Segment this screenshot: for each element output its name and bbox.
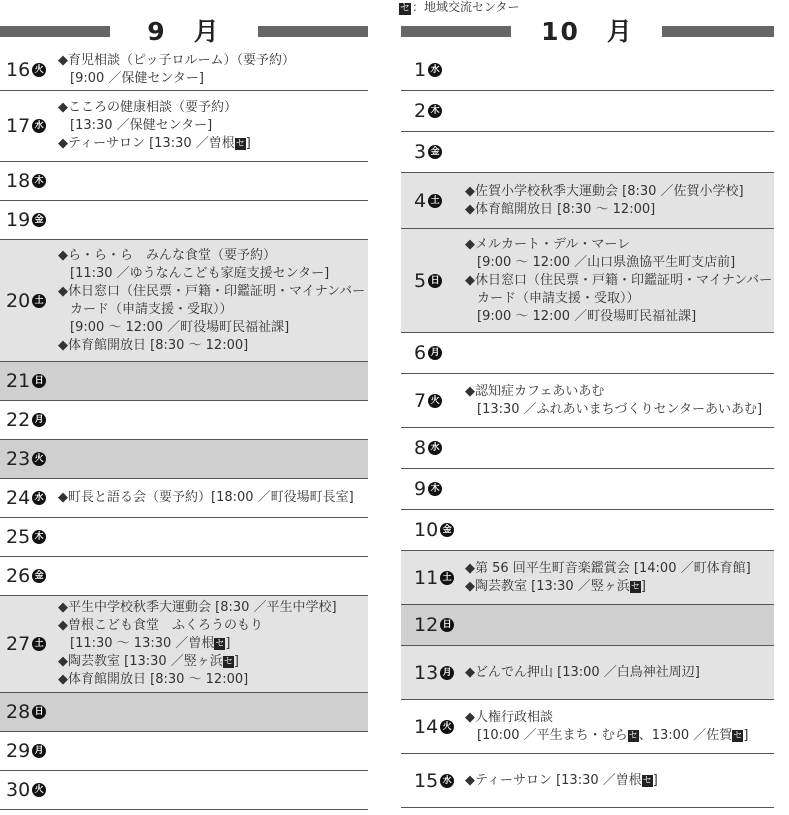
day-row: [401, 229, 774, 333]
weekday-badge: 木: [32, 174, 46, 188]
event-item: [465, 236, 774, 272]
event-title-tail: ]: [640, 578, 646, 594]
event-detail: [11:30 ～ 13:30 ／曽根: [70, 636, 215, 651]
day-row: [401, 50, 774, 91]
event-title-line: [465, 664, 774, 682]
day-number: 16: [6, 59, 31, 81]
date-cell: [401, 100, 465, 122]
day-row: [401, 132, 774, 173]
day-row: [401, 173, 774, 229]
event-item: [465, 183, 774, 201]
date-cell: [401, 59, 465, 81]
date-cell: [401, 716, 465, 738]
event-detail: [13:30 ／保健センター]: [70, 118, 213, 133]
event-title-tail: ]: [652, 772, 658, 788]
event-title-line: [465, 709, 774, 727]
weekday-badge: 金: [440, 523, 454, 537]
event-item: [58, 617, 368, 653]
event-title: ◆どんでん押山 [13:00 ／白鳥神社周辺]: [465, 664, 700, 680]
event-title-line: [465, 383, 774, 401]
event-detail-line: [58, 265, 368, 283]
event-title-tail: ]: [245, 136, 251, 151]
event-detail: [13:30 ／ふれあいまちづくりセンターあいあむ]: [477, 401, 763, 417]
events-cell: [465, 183, 774, 219]
day-number: 6: [414, 342, 427, 364]
event-title: ◆体育館開放日 [8:30 ～ 12:00]: [465, 201, 656, 217]
date-cell: [0, 633, 58, 655]
event-detail-line: [465, 308, 774, 326]
day-row: [401, 646, 774, 700]
weekday-badge: 木: [428, 104, 442, 118]
event-title: ◆曽根こども食堂 ふくろうのもり: [58, 618, 263, 633]
day-row: [401, 469, 774, 510]
september-column: [0, 16, 368, 810]
weekday-badge: 水: [32, 119, 46, 133]
events-cell: [58, 247, 368, 355]
event-detail-line: [465, 254, 774, 272]
day-number: 28: [6, 701, 31, 723]
event-title: ◆休日窓口（住民票・戸籍・印鑑証明・マイナンバー: [58, 283, 366, 299]
weekday-badge: 水: [32, 491, 46, 505]
event-title: ◆ティーサロン [13:30 ／曽根: [465, 772, 642, 788]
date-cell: [401, 270, 465, 292]
event-detail-line: [465, 290, 774, 308]
weekday-badge: 月: [32, 744, 46, 758]
day-row: [0, 693, 368, 732]
weekday-badge: 月: [428, 346, 442, 360]
weekday-badge: 火: [32, 452, 46, 466]
day-number: 20: [6, 289, 31, 312]
day-row: [401, 333, 774, 374]
weekday-badge: 火: [32, 783, 46, 797]
date-cell: [401, 662, 465, 684]
event-item: [58, 135, 368, 153]
day-row: [401, 91, 774, 132]
events-cell: [465, 772, 774, 790]
date-cell: [0, 290, 58, 312]
weekday-badge: 木: [32, 530, 46, 544]
event-title: ◆人権行政相談: [465, 709, 553, 725]
date-cell: [0, 779, 58, 801]
weekday-badge: 日: [32, 705, 46, 719]
event-title-line: [58, 617, 368, 635]
day-number: 7: [414, 389, 427, 412]
weekday-badge: 火: [428, 394, 442, 408]
center-badge: セ: [630, 581, 640, 592]
day-row: [0, 401, 368, 440]
day-number: 23: [6, 448, 31, 470]
day-row: [0, 240, 368, 362]
event-title: ◆体育館開放日 [8:30 ～ 12:00]: [58, 337, 249, 353]
day-row: [0, 596, 368, 693]
center-badge: セ: [223, 657, 233, 667]
event-title-line: [58, 135, 368, 153]
day-number: 30: [6, 779, 31, 801]
center-badge: セ: [215, 639, 225, 649]
event-detail: [9:00 ～ 12:00 ／町役場町民福祉課]: [477, 308, 697, 324]
day-number: 24: [6, 487, 31, 509]
day-row: [0, 440, 368, 479]
day-row: [0, 50, 368, 91]
weekday-badge: 日: [428, 274, 442, 288]
event-title-line: [465, 560, 774, 578]
events-cell: [58, 99, 368, 153]
date-cell: [401, 141, 465, 163]
event-detail-line: [465, 727, 774, 745]
event-item: [58, 52, 368, 88]
event-item: [58, 671, 368, 689]
center-badge: セ: [628, 730, 638, 741]
event-detail: カード（申請支援・受取））: [70, 301, 233, 317]
event-title: ◆体育館開放日 [8:30 ～ 12:00]: [58, 672, 249, 687]
event-title-line: [58, 671, 368, 689]
date-cell: [0, 487, 58, 509]
weekday-badge: 日: [440, 618, 454, 632]
center-badge: セ: [642, 775, 652, 786]
day-number: 5: [414, 269, 427, 292]
date-cell: [0, 170, 58, 192]
event-item: [465, 664, 774, 682]
event-item: [465, 560, 774, 578]
event-item: [465, 201, 774, 219]
day-row: [0, 479, 368, 518]
day-row: [0, 732, 368, 771]
day-number: 15: [414, 769, 439, 792]
day-number: 27: [6, 633, 31, 655]
day-row: [0, 557, 368, 596]
day-number: 22: [6, 409, 31, 431]
weekday-badge: 月: [32, 413, 46, 427]
event-title-line: [58, 489, 368, 507]
event-title-line: [465, 772, 774, 790]
day-row: [401, 754, 774, 808]
event-title: ◆佐賀小学校秋季大運動会 [8:30 ／佐賀小学校]: [465, 183, 744, 199]
day-number: 18: [6, 170, 31, 192]
event-detail: [9:00 ／保健センター]: [70, 71, 204, 86]
weekday-badge: 水: [428, 441, 442, 455]
events-cell: [58, 599, 368, 689]
date-cell: [401, 390, 465, 412]
day-number: 11: [414, 566, 439, 589]
event-detail-tail: 、13:00 ／佐賀: [638, 727, 733, 743]
weekday-badge: 土: [32, 637, 46, 651]
weekday-badge: 土: [32, 294, 46, 308]
legend: [399, 0, 520, 15]
day-row: [0, 91, 368, 162]
event-title-line: [58, 337, 368, 355]
weekday-badge: 火: [32, 63, 46, 77]
event-detail-line: [58, 301, 368, 319]
day-row: [401, 428, 774, 469]
event-title-line: [58, 52, 368, 70]
date-cell: [0, 526, 58, 548]
events-cell: [465, 664, 774, 682]
month-title: 10 月: [541, 17, 634, 46]
legend-text: ：地域交流センター: [412, 0, 520, 14]
weekday-badge: 木: [428, 482, 442, 496]
day-row: [401, 510, 774, 551]
month-title: 9 月: [147, 17, 221, 46]
september-rows: [0, 50, 368, 810]
day-number: 8: [414, 437, 427, 459]
event-item: [58, 99, 368, 135]
events-cell: [465, 709, 774, 745]
event-title-line: [465, 183, 774, 201]
event-title-line: [465, 272, 774, 290]
events-cell: [58, 52, 368, 88]
event-title: ◆陶芸教室 [13:30 ／竪ヶ浜: [465, 578, 630, 594]
event-detail: [11:30 ／ゆうなんこども家庭支援センター]: [70, 265, 330, 281]
event-title-line: [58, 247, 368, 265]
event-detail-line: [58, 70, 368, 88]
center-badge: セ: [235, 139, 245, 149]
center-badge: セ: [733, 730, 743, 741]
event-title-line: [465, 201, 774, 219]
weekday-badge: 土: [440, 571, 454, 585]
day-row: [0, 518, 368, 557]
event-title: ◆ティーサロン [13:30 ／曽根: [58, 136, 235, 151]
event-item: [465, 272, 774, 326]
event-title-line: [58, 99, 368, 117]
month-header-october: [401, 16, 774, 50]
event-detail: [9:00 ～ 12:00 ／山口県漁協平生町支店前]: [477, 254, 736, 270]
event-detail: [10:00 ／平生まち・むら: [477, 727, 628, 743]
day-row: [0, 162, 368, 201]
event-title: ◆陶芸教室 [13:30 ／竪ヶ浜: [58, 654, 223, 669]
day-number: 17: [6, 115, 31, 137]
event-item: [58, 283, 368, 337]
day-number: 29: [6, 740, 31, 762]
weekday-badge: 水: [428, 63, 442, 77]
event-item: [465, 383, 774, 419]
weekday-badge: 金: [428, 145, 442, 159]
event-detail-tail: ]: [225, 636, 231, 651]
event-detail-line: [58, 635, 368, 653]
day-row: [0, 771, 368, 810]
weekday-badge: 月: [440, 666, 454, 680]
day-row: [0, 201, 368, 240]
event-title-line: [58, 283, 368, 301]
day-number: 21: [6, 370, 31, 392]
weekday-badge: 日: [32, 374, 46, 388]
event-title: ◆ら・ら・ら みんな食堂（要予約）: [58, 247, 276, 263]
date-cell: [0, 740, 58, 762]
weekday-badge: 土: [428, 194, 442, 208]
date-cell: [401, 567, 465, 589]
date-cell: [401, 770, 465, 792]
event-detail-line: [58, 117, 368, 135]
event-title: ◆休日窓口（住民票・戸籍・印鑑証明・マイナンバー: [465, 272, 773, 288]
date-cell: [401, 342, 465, 364]
date-cell: [0, 59, 58, 81]
date-cell: [401, 614, 465, 636]
date-cell: [0, 701, 58, 723]
event-item: [465, 709, 774, 745]
day-number: 13: [414, 661, 439, 684]
date-cell: [0, 115, 58, 137]
day-number: 3: [414, 141, 427, 163]
weekday-badge: 火: [440, 720, 454, 734]
event-title: ◆第 56 回平生町音楽鑑賞会 [14:00 ／町体育館]: [465, 560, 751, 576]
center-badge: セ: [400, 3, 410, 14]
weekday-badge: 金: [32, 213, 46, 227]
day-number: 10: [414, 519, 439, 541]
date-cell: [401, 478, 465, 500]
event-detail-line: [58, 319, 368, 337]
date-cell: [0, 565, 58, 587]
event-title-line: [58, 653, 368, 671]
event-detail-line: [465, 401, 774, 419]
event-item: [58, 599, 368, 617]
event-title-line: [58, 599, 368, 617]
date-cell: [0, 448, 58, 470]
weekday-badge: 水: [440, 774, 454, 788]
day-number: 9: [414, 478, 427, 500]
day-number: 19: [6, 209, 31, 231]
date-cell: [401, 437, 465, 459]
day-number: 25: [6, 526, 31, 548]
event-title-line: [465, 236, 774, 254]
events-cell: [58, 489, 368, 507]
day-number: 1: [414, 59, 427, 81]
event-title: ◆育児相談（ピッ子ロルーム）（要予約）: [58, 53, 295, 68]
events-cell: [465, 236, 774, 326]
date-cell: [0, 370, 58, 392]
events-cell: [465, 560, 774, 596]
day-row: [401, 700, 774, 754]
event-title: ◆メルカート・デル・マーレ: [465, 236, 631, 252]
event-detail-tail: ]: [743, 727, 749, 743]
day-number: 12: [414, 614, 439, 636]
day-row: [401, 605, 774, 646]
event-title: ◆平生中学校秋季大運動会 [8:30 ／平生中学校]: [58, 600, 337, 615]
day-number: 14: [414, 715, 439, 738]
event-item: [58, 489, 368, 507]
day-row: [0, 362, 368, 401]
october-column: [401, 16, 774, 808]
events-cell: [465, 383, 774, 419]
month-header-september: [0, 16, 368, 50]
day-number: 2: [414, 100, 427, 122]
event-detail: [9:00 ～ 12:00 ／町役場町民福祉課]: [70, 319, 290, 335]
day-row: [401, 551, 774, 605]
date-cell: [0, 409, 58, 431]
day-number: 26: [6, 565, 31, 587]
date-cell: [401, 190, 465, 212]
event-item: [58, 337, 368, 355]
event-item: [58, 653, 368, 671]
event-title: ◆認知症カフェあいあむ: [465, 383, 605, 399]
event-title-line: [465, 578, 774, 596]
event-title: ◆町長と語る会（要予約）[18:00 ／町役場町長室]: [58, 490, 354, 505]
date-cell: [0, 209, 58, 231]
day-row: [401, 374, 774, 428]
day-number: 4: [414, 189, 427, 212]
event-title-tail: ]: [233, 654, 239, 669]
weekday-badge: 金: [32, 569, 46, 583]
event-item: [465, 578, 774, 596]
event-item: [58, 247, 368, 283]
october-rows: [401, 50, 774, 808]
event-detail: カード（申請支援・受取））: [477, 290, 640, 306]
event-title: ◆こころの健康相談（要予約）: [58, 100, 237, 115]
event-item: [465, 772, 774, 790]
date-cell: [401, 519, 465, 541]
